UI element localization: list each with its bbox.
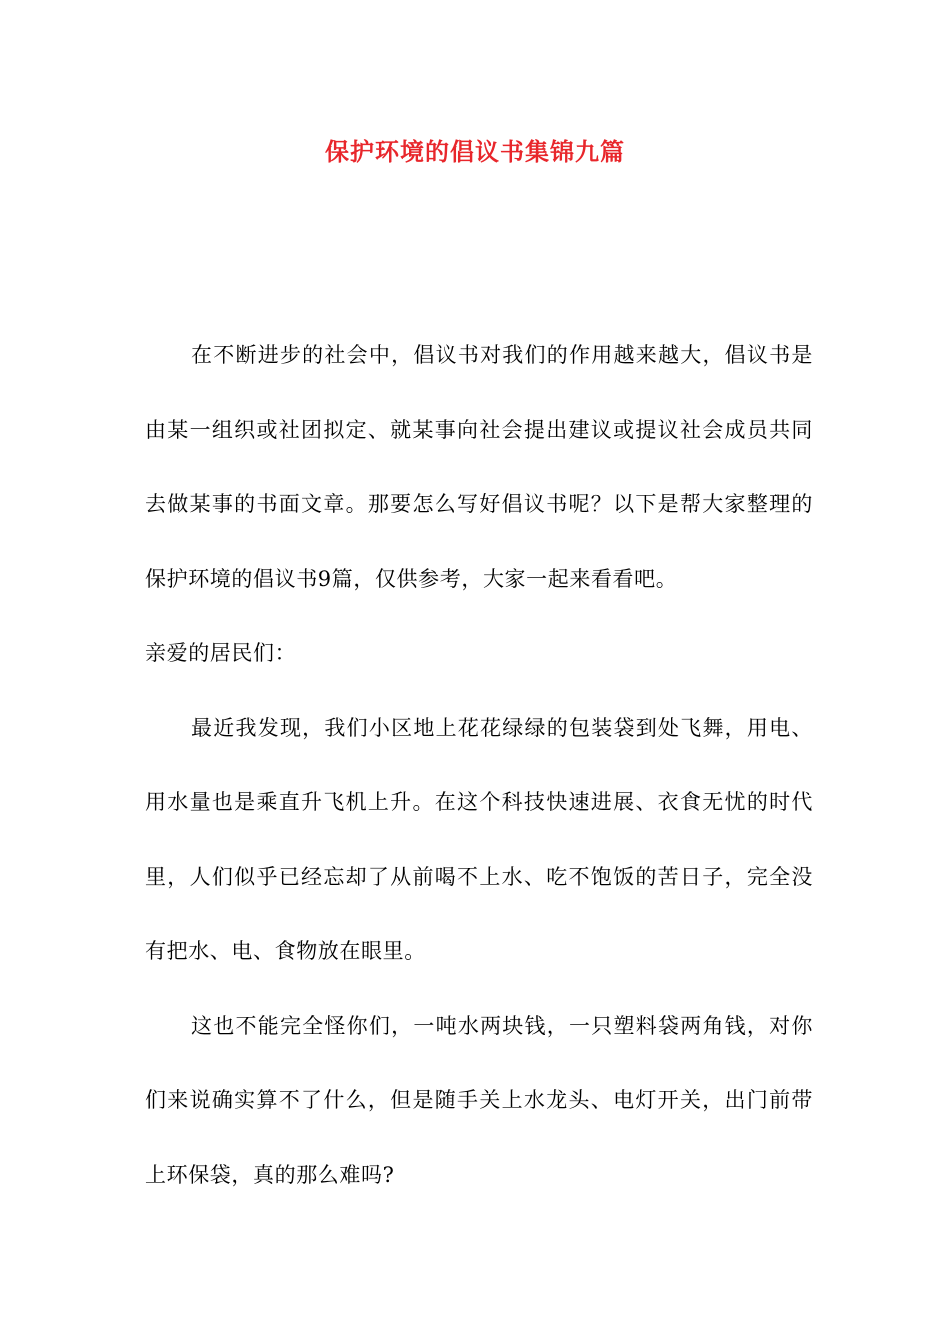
document-title: 保护环境的倡议书集锦九篇 xyxy=(325,137,625,166)
paragraph-intro: 在不断进步的社会中，倡议书对我们的作用越来越大，倡议书是由某一组织或社团拟定、就某事向社会提出建议或提议社会成员共同去做某事的书面文章。那要怎么写好倡议书呢？以下是帮大家整理的保护环境的倡议书9篇，仅供参考，大家一起来看看吧。 xyxy=(145,343,813,591)
paragraph-salutation: 亲爱的居民们： xyxy=(145,641,297,665)
document-body xyxy=(145,318,813,1212)
paragraph-observation: 最近我发现，我们小区地上花花绿绿的包装袋到处飞舞，用电、用水量也是乘直升飞机上升。在这个科技快速进展、衣食无忧的时代里，人们似乎已经忘却了从前喝不上水、吃不饱饭的苦日子，完全没有把水、电、食物放在眼里。 xyxy=(145,715,813,963)
paragraph-appeal: 这也不能完全怪你们，一吨水两块钱，一只塑料袋两角钱，对你们来说确实算不了什么，但是随手关上水龙头、电灯开关，出门前带上环保袋，真的那么难吗? xyxy=(145,1013,813,1187)
